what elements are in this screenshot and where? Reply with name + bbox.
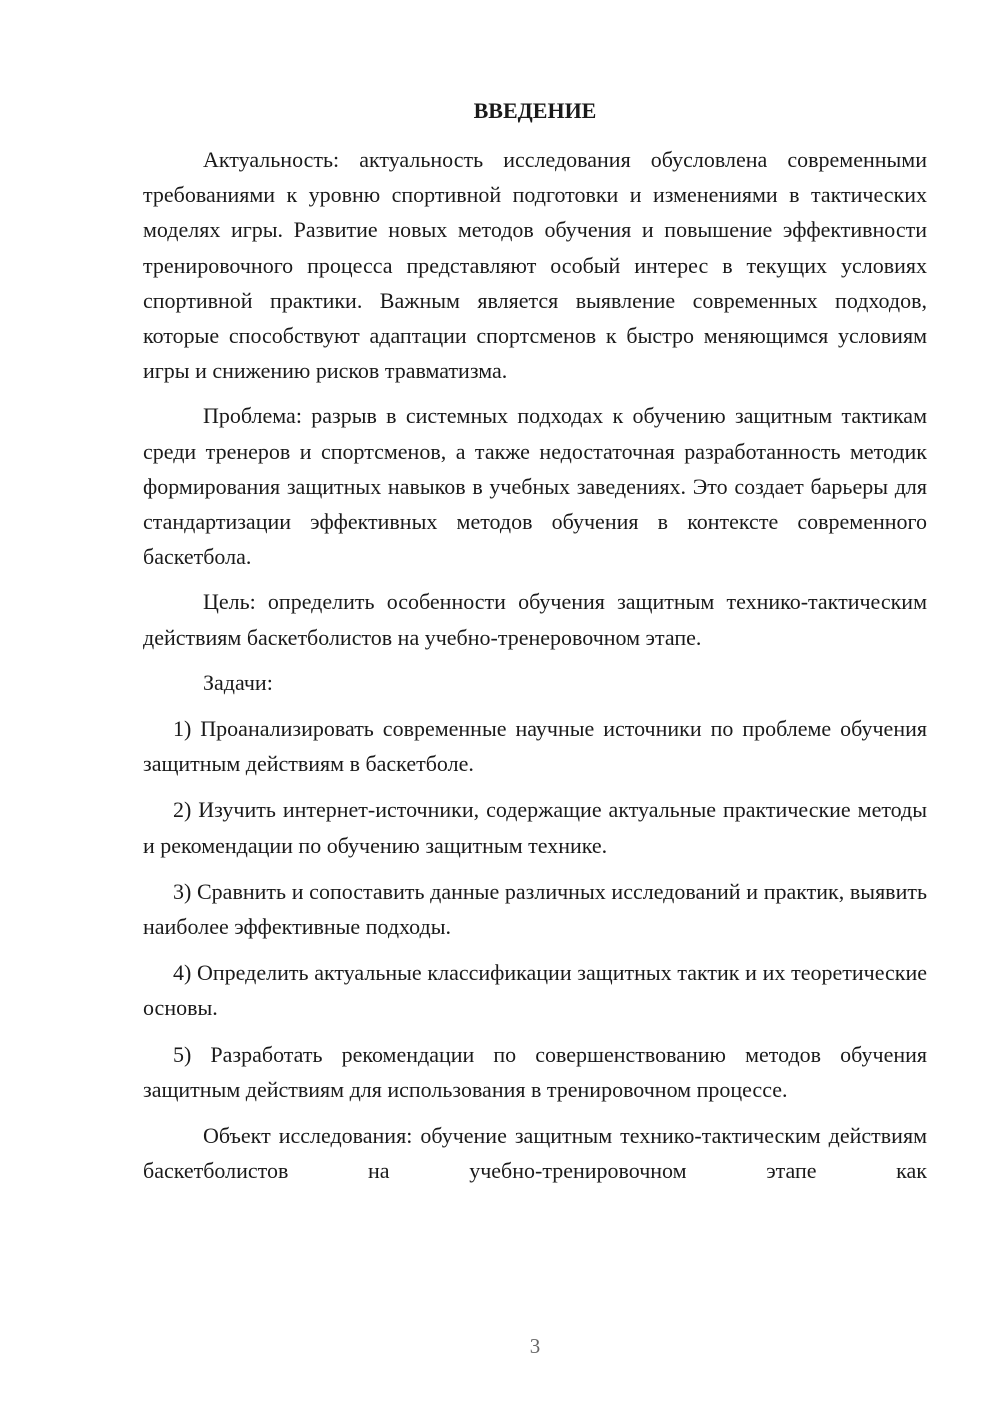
tasks-label: Задачи: <box>203 669 273 695</box>
paragraph-relevance: Актуальность: актуальность исследования обусловлена современными требованиями к уровню спортивной подготовки и изменениями в тактических моделях игры. Развитие новых методов обучения и повышение эффективности тренировочного процесса представляют особый интерес в текущих условиях спортивной практики. Важным является выявление современных подходов, которые способствуют адаптации спортсменов к быстро меняющимся условиям игры и снижению рисков травматизма. <box>143 147 927 384</box>
task-item-4: 4) Определить актуальные классификации защитных тактик и их теоретические основы. <box>143 960 927 1021</box>
task-item-2: 2) Изучить интернет-источники, содержащие актуальные практические методы и рекомендации по обучению защитным технике. <box>143 797 927 858</box>
task-item-1: 1) Проанализировать современные научные источники по проблеме обучения защитным действиям в баскетболе. <box>143 716 927 777</box>
page-title: ВВЕДЕНИЕ <box>473 98 597 123</box>
task-item-5: 5) Разработать рекомендации по совершенствованию методов обучения защитным действиям для использования в тренировочном процессе. <box>143 1041 927 1102</box>
task-item-3: 3) Сравнить и сопоставить данные различных исследований и практик, выявить наиболее эффективные подходы. <box>143 878 927 940</box>
document-body <box>143 142 927 1188</box>
paragraph-problem: Проблема: разрыв в системных подходах к обучению защитным тактикам среди тренеров и спортсменов, а также недостаточная разработанность методик формирования защитных навыков в учебных заведениях. Это создает барьеры для стандартизации эффективных методов обучения в контексте современного баскетбола. <box>143 403 927 570</box>
page-number: 3 <box>529 1334 541 1358</box>
paragraph-object: Объект исследования: обучение защитным технико-тактическим действиям баскетболистов на учебно-тренировочном этапе как <box>143 1123 927 1184</box>
paragraph-goal: Цель: определить особенности обучения защитным технико-тактическим действиям баскетболистов на учебно-тренеровочном этапе. <box>143 589 927 650</box>
